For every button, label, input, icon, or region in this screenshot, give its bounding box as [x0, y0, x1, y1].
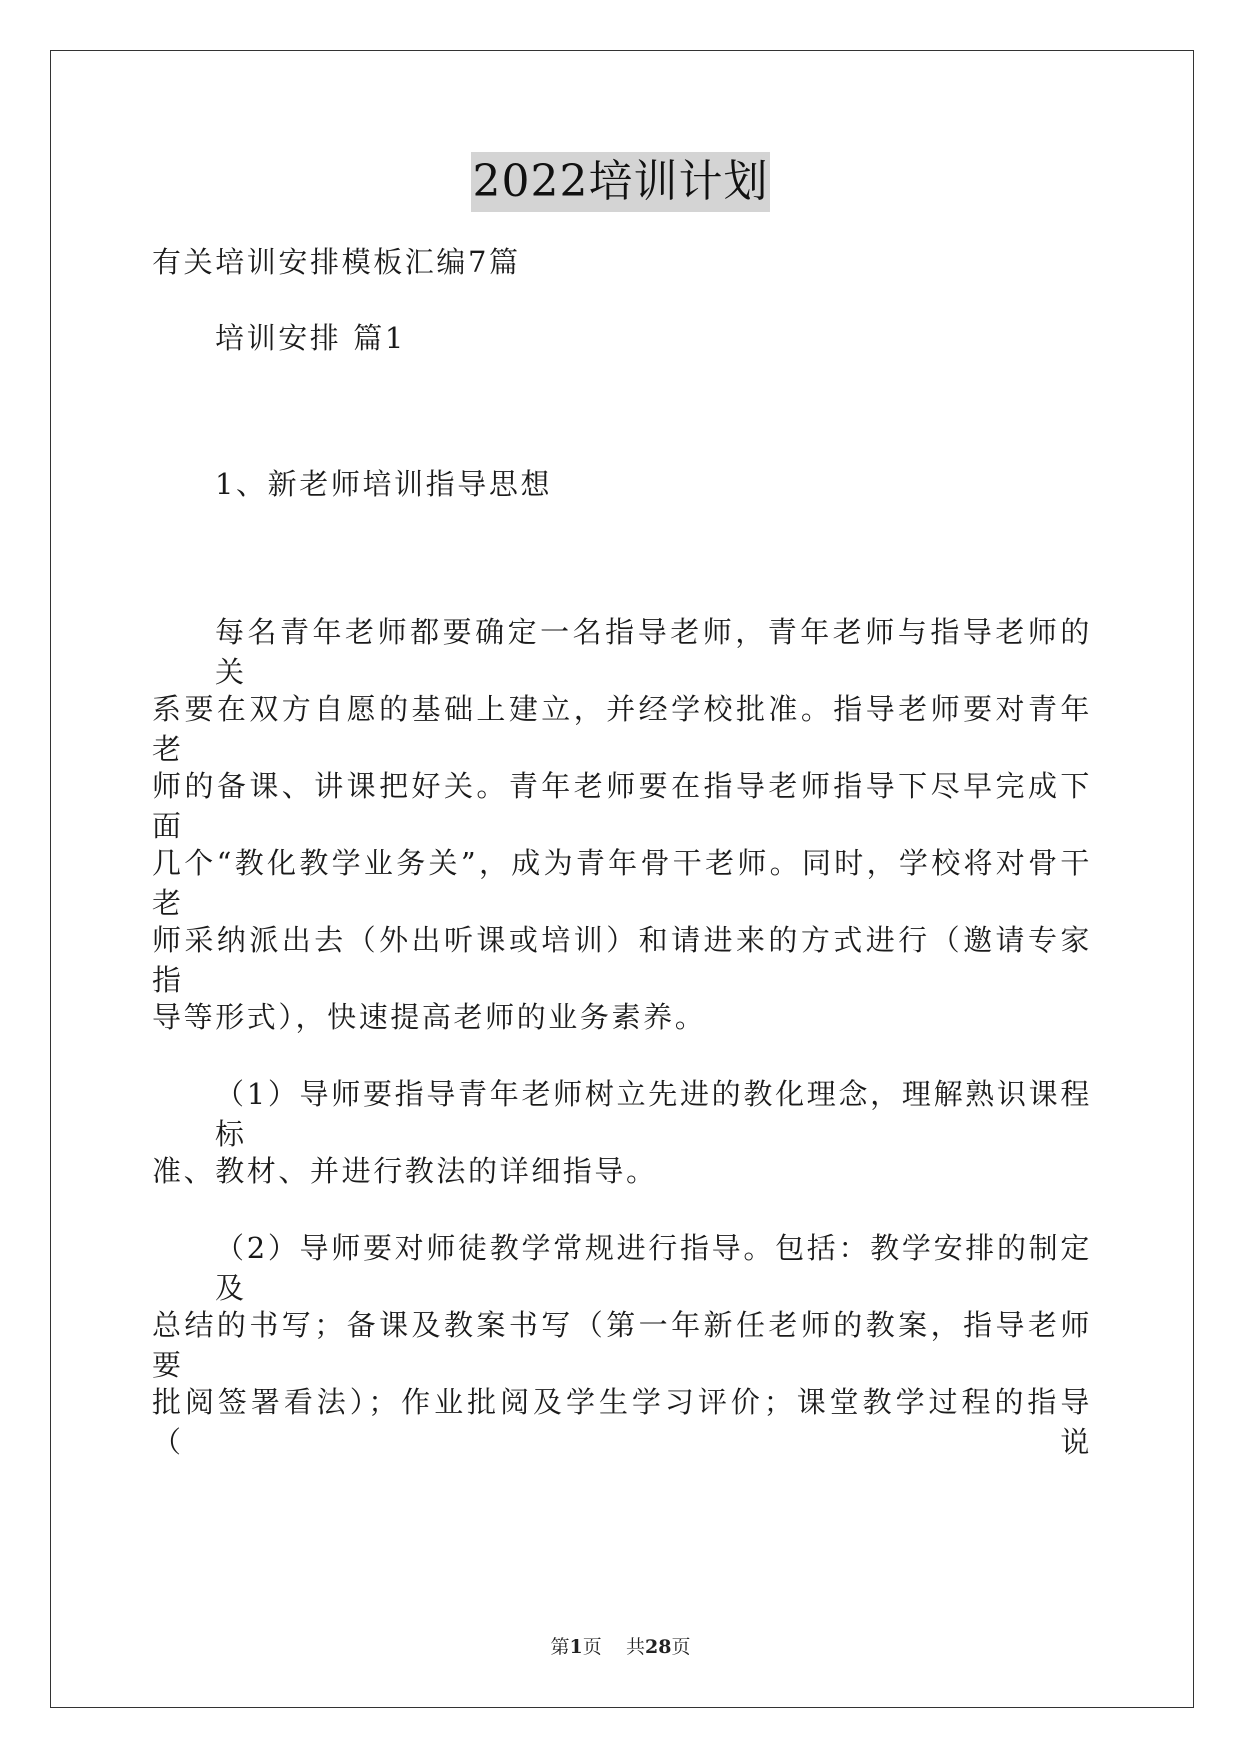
page-prefix: 第	[550, 1636, 570, 1658]
title-container	[0, 152, 1241, 212]
item-heading: 1、新老师培训指导思想	[215, 467, 553, 501]
paragraph-line: （1）导师要指导青年老师树立先进的教化理念，理解熟识课程标	[215, 1077, 1092, 1151]
section-heading: 培训安排 篇1	[215, 321, 406, 355]
paragraph-line: 每名青年老师都要确定一名指导老师，青年老师与指导老师的关	[215, 615, 1092, 689]
page-number: 1	[569, 1636, 583, 1658]
paragraph-line: 总结的书写；备课及教案书写（第一年新任老师的教案，指导老师要	[152, 1308, 1092, 1382]
page-suffix: 页	[582, 1636, 602, 1658]
paragraph-line: 师采纳派出去（外出听课或培训）和请进来的方式进行（邀请专家指	[152, 923, 1092, 997]
paragraph-line: 导等形式），快速提高老师的业务素养。	[152, 1000, 707, 1034]
document-title: 2022培训计划	[471, 152, 771, 212]
paragraph-line: 系要在双方自愿的基础上建立，并经学校批准。指导老师要对青年老	[152, 692, 1092, 766]
paragraph-line: 几个“教化教学业务关”，成为青年骨干老师。同时，学校将对骨干老	[152, 846, 1092, 920]
paragraph-line: （2）导师要对师徒教学常规进行指导。包括：教学安排的制定及	[215, 1231, 1092, 1305]
page-footer	[0, 1632, 1241, 1659]
total-pages: 28	[644, 1636, 672, 1658]
paragraph-line: 批阅签署看法）；作业批阅及学生学习评价；课堂教学过程的指导（说	[152, 1385, 1092, 1459]
paragraph-line: 准、教材、并进行教法的详细指导。	[152, 1154, 658, 1188]
total-prefix: 共	[625, 1636, 645, 1658]
document-subtitle: 有关培训安排模板汇编7篇	[152, 245, 521, 279]
paragraph-line: 师的备课、讲课把好关。青年老师要在指导老师指导下尽早完成下面	[152, 769, 1092, 843]
total-suffix: 页	[671, 1636, 691, 1658]
